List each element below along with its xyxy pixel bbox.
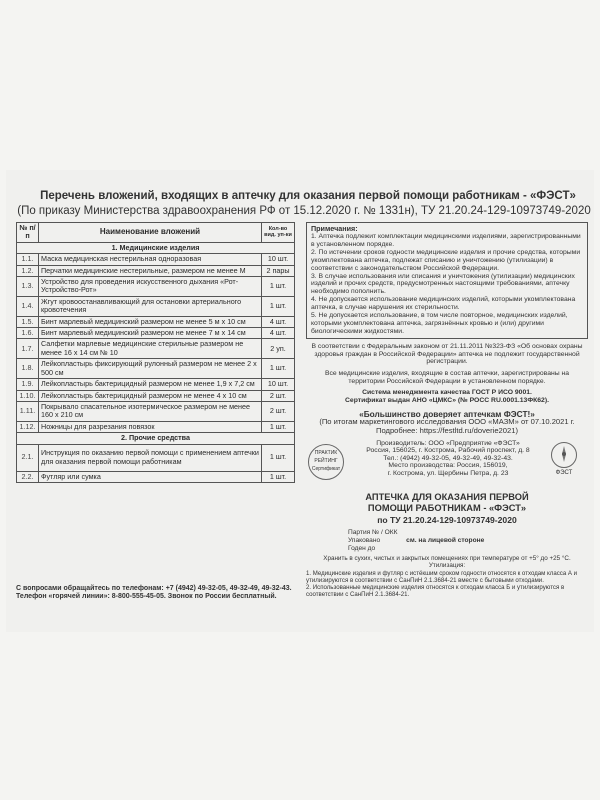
item-quantity: 4 шт. [262, 328, 295, 339]
packed-label: Упаковано [348, 537, 381, 545]
fest-logo-icon [548, 442, 580, 482]
table-row [17, 359, 295, 379]
quality-system-certificate: Сертификат выдан АНО «ЦМКС» (№ РОСС RU.0001.13ФК62). [345, 397, 549, 405]
item-name: Бинт марлевый медицинский размером не менее 7 м х 14 см [39, 328, 262, 339]
item-quantity: 2 уп. [262, 339, 295, 359]
section-row [17, 242, 295, 253]
notes-title: Примечания: [311, 224, 358, 233]
rating-stamp-icon [308, 444, 344, 480]
packed-value: см. на лицевой стороне [406, 537, 485, 545]
note-item: 5. Не допускается использование, в том числе повторное, медицинских изделий, которыми укомплектована аптечка, загрязнённых кровью и (или) другими биологическими жидкостями. [311, 312, 568, 335]
kit-name-line: ПОМОЩИ РАБОТНИКАМ - «ФЭСТ» [367, 503, 527, 514]
storage-info [306, 555, 588, 570]
item-name: Ножницы для разрезания повязок [39, 421, 262, 432]
item-name: Лейкопластырь фиксирующий рулонный размером не менее 2 х 500 см [39, 359, 262, 379]
quality-system [306, 389, 588, 404]
stamp-line: РЕЙТИНГ [314, 457, 338, 464]
law-statement: В соответствии с Федеральным законом от 21.11.2011 №323-ФЗ «Об основах охраны здоровья граждан в Российской Федерации» аптечка не подлежит государственной регистрации. [311, 342, 583, 366]
logo-text: ФЭСТ [555, 469, 573, 476]
item-number: 1.1. [17, 254, 39, 265]
manufacturer-line: Россия, 156025, г. Кострома, Рабочий проспект, д. 8 [366, 447, 530, 455]
stamp-line: Сертификат [311, 465, 341, 472]
note-item: 2. По истечении сроков годности медицинские изделия и прочие средства, которыми укомплектована аптечка, подлежат списанию и уничтожению (утилизации) в соответствии с законодательством Российской Федерации. [311, 249, 581, 272]
footnote: 1. Медицинские изделия и футляр с истёкшим сроком годности относятся к отходам класса А и утилизируются в соответствии с СанПиН 2.1.3684-21 вместе с бытовыми отходами. [306, 569, 578, 584]
item-number: 1.7. [17, 339, 39, 359]
item-quantity: 1 шт. [262, 296, 295, 316]
item-quantity: 1 шт. [262, 277, 295, 297]
item-quantity: 10 шт. [262, 379, 295, 390]
item-quantity: 1 шт. [262, 444, 295, 471]
item-quantity: 10 шт. [262, 254, 295, 265]
table-row [17, 471, 295, 482]
document-subtitle: (По приказу Министерства здравоохранения РФ от 15.12.2020 г. № 1331н), ТУ 21.20.24-129-10973749-2020 [17, 205, 591, 217]
item-number: 1.4. [17, 296, 39, 316]
manufacturer-line: Место производства: Россия, 156019, [388, 462, 508, 470]
item-number: 2.2. [17, 471, 39, 482]
contents-table [16, 222, 295, 483]
table-row [17, 444, 295, 471]
right-column [306, 222, 588, 598]
item-number: 1.3. [17, 277, 39, 297]
item-number: 1.6. [17, 328, 39, 339]
storage-conditions: Хранить в сухих, чистых и закрытых помещениях при температуре от +5° до +25 °С. [323, 554, 571, 562]
item-number: 2.1. [17, 444, 39, 471]
table-row [17, 254, 295, 265]
item-quantity: 2 шт. [262, 401, 295, 421]
header-name: Наименование вложений [39, 223, 262, 243]
batch-info [306, 529, 588, 554]
table-row [17, 316, 295, 327]
batch-number: Партия № / ОКК [348, 529, 398, 537]
item-name: Перчатки медицинские нестерильные, размером не менее М [39, 265, 262, 276]
item-number: 1.10. [17, 390, 39, 401]
item-quantity: 4 шт. [262, 316, 295, 327]
disposal-title: Утилизация: [428, 562, 466, 570]
quality-system-standard: Система менеджмента качества ГОСТ Р ИСО 9001. [362, 389, 532, 397]
trust-title: «Большинство доверяет аптечкам ФЭСТ!» [359, 408, 535, 419]
table-row [17, 401, 295, 421]
contacts-block [16, 585, 301, 602]
item-number: 1.12. [17, 421, 39, 432]
item-quantity: 2 шт. [262, 390, 295, 401]
section-title-medical: 1. Медицинские изделия [17, 242, 295, 253]
note-item: 4. Не допускается использование медицинских изделий, которыми укомплектована аптечка, в случае нарушения их стерильности. [311, 296, 576, 312]
header-num: № п/п [17, 223, 39, 243]
item-name: Лейкопластырь бактерицидный размером не менее 1,9 х 7,2 см [39, 379, 262, 390]
table-row [17, 328, 295, 339]
table-row [17, 296, 295, 316]
item-quantity: 1 шт. [262, 471, 295, 482]
item-name: Инструкция по оказанию первой помощи с применением аптечки для оказания первой помощи работникам [39, 444, 262, 471]
disposal-footnotes [306, 570, 588, 598]
item-name: Футляр или сумка [39, 471, 262, 482]
contacts-phones: С вопросами обращайтесь по телефонам: +7 (4942) 49-32-05, 49-32-49, 49-32-43. [16, 585, 292, 592]
table-header-row [17, 223, 295, 243]
contacts-hotline: Телефон «горячей линии»: 8-800-555-45-05. Звонок по России бесплатный. [16, 593, 277, 601]
table-row [17, 390, 295, 401]
trust-block [306, 410, 588, 436]
item-quantity: 1 шт. [262, 421, 295, 432]
manufacturer-line: Тел.: (4942) 49-32-05, 49-32-49, 49-32-43. [383, 454, 513, 462]
manufacturer-line: г. Кострома, ул. Щербины Петра, д. 23 [387, 469, 509, 477]
registration-statement: Все медицинские изделия, входящие в состав аптечки, зарегистрированы на территории Российской Федерации в установленном порядке. [324, 369, 570, 385]
section-title-other: 2. Прочие средства [17, 433, 295, 444]
item-name: Маска медицинская нестерильная одноразовая [39, 254, 262, 265]
note-item: 1. Аптечка подлежит комплектации медицинскими изделиями, зарегистрированными в установленном порядке. [311, 233, 581, 248]
kit-spec: по ТУ 21.20.24-129-10973749-2020 [377, 514, 517, 525]
valid-until: Годен до [348, 545, 376, 553]
document-title: Перечень вложений, входящих в аптечку для оказания первой помощи работникам - «ФЭСТ» [40, 190, 576, 202]
section-row [17, 433, 295, 444]
item-name: Бинт марлевый медицинский размером не менее 5 м х 10 см [39, 316, 262, 327]
item-name: Лейкопластырь бактерицидный размером не менее 4 х 10 см [39, 390, 262, 401]
note-item: 3. В случае использования или списания и уничтожения (утилизации) медицинских изделий и прочих средств, предусмотренных настоящими требованиями, аптечку необходимо пополнить. [311, 272, 575, 296]
table-row [17, 339, 295, 359]
item-name: Устройство для проведения искусственного дыхания «Рот-Устройство-Рот» [39, 277, 262, 297]
trust-body: (По итогам маркетингового исследования ООО «МАЗМ» от 07.10.2021 г. Подробнее: https://festltd.ru/doverie2021) [319, 417, 575, 435]
table-row [17, 379, 295, 390]
table-row [17, 277, 295, 297]
manufacturer-block [306, 440, 588, 488]
table-row [17, 265, 295, 276]
item-name: Жгут кровоостанавливающий для остановки артериального кровотечения [39, 296, 262, 316]
item-number: 1.9. [17, 379, 39, 390]
stamp-line: ПРАКТИК [314, 449, 338, 456]
footnote: 2. Использованные медицинские изделия относятся к отходам класса Б и утилизируются в соответствии с СанПиН 2.1.3684-21. [306, 583, 565, 598]
item-quantity: 1 шт. [262, 359, 295, 379]
item-number: 1.5. [17, 316, 39, 327]
kit-name-line: АПТЕЧКА ДЛЯ ОКАЗАНИЯ ПЕРВОЙ [365, 491, 529, 502]
notes-box [306, 222, 588, 339]
item-number: 1.8. [17, 359, 39, 379]
manufacturer-info [350, 440, 546, 478]
header-qty: Кол-во вид. уп-ки [262, 223, 295, 243]
item-number: 1.2. [17, 265, 39, 276]
manufacturer-line: Производитель: ООО «Предприятие «ФЭСТ» [376, 439, 520, 447]
kit-name [306, 492, 588, 527]
item-quantity: 2 пары [262, 265, 295, 276]
item-name: Салфетки марлевые медицинские стерильные размером не менее 16 х 14 см № 10 [39, 339, 262, 359]
table-row [17, 421, 295, 432]
item-number: 1.11. [17, 401, 39, 421]
item-name: Покрывало спасательное изотермическое размером не менее 160 х 210 см [39, 401, 262, 421]
